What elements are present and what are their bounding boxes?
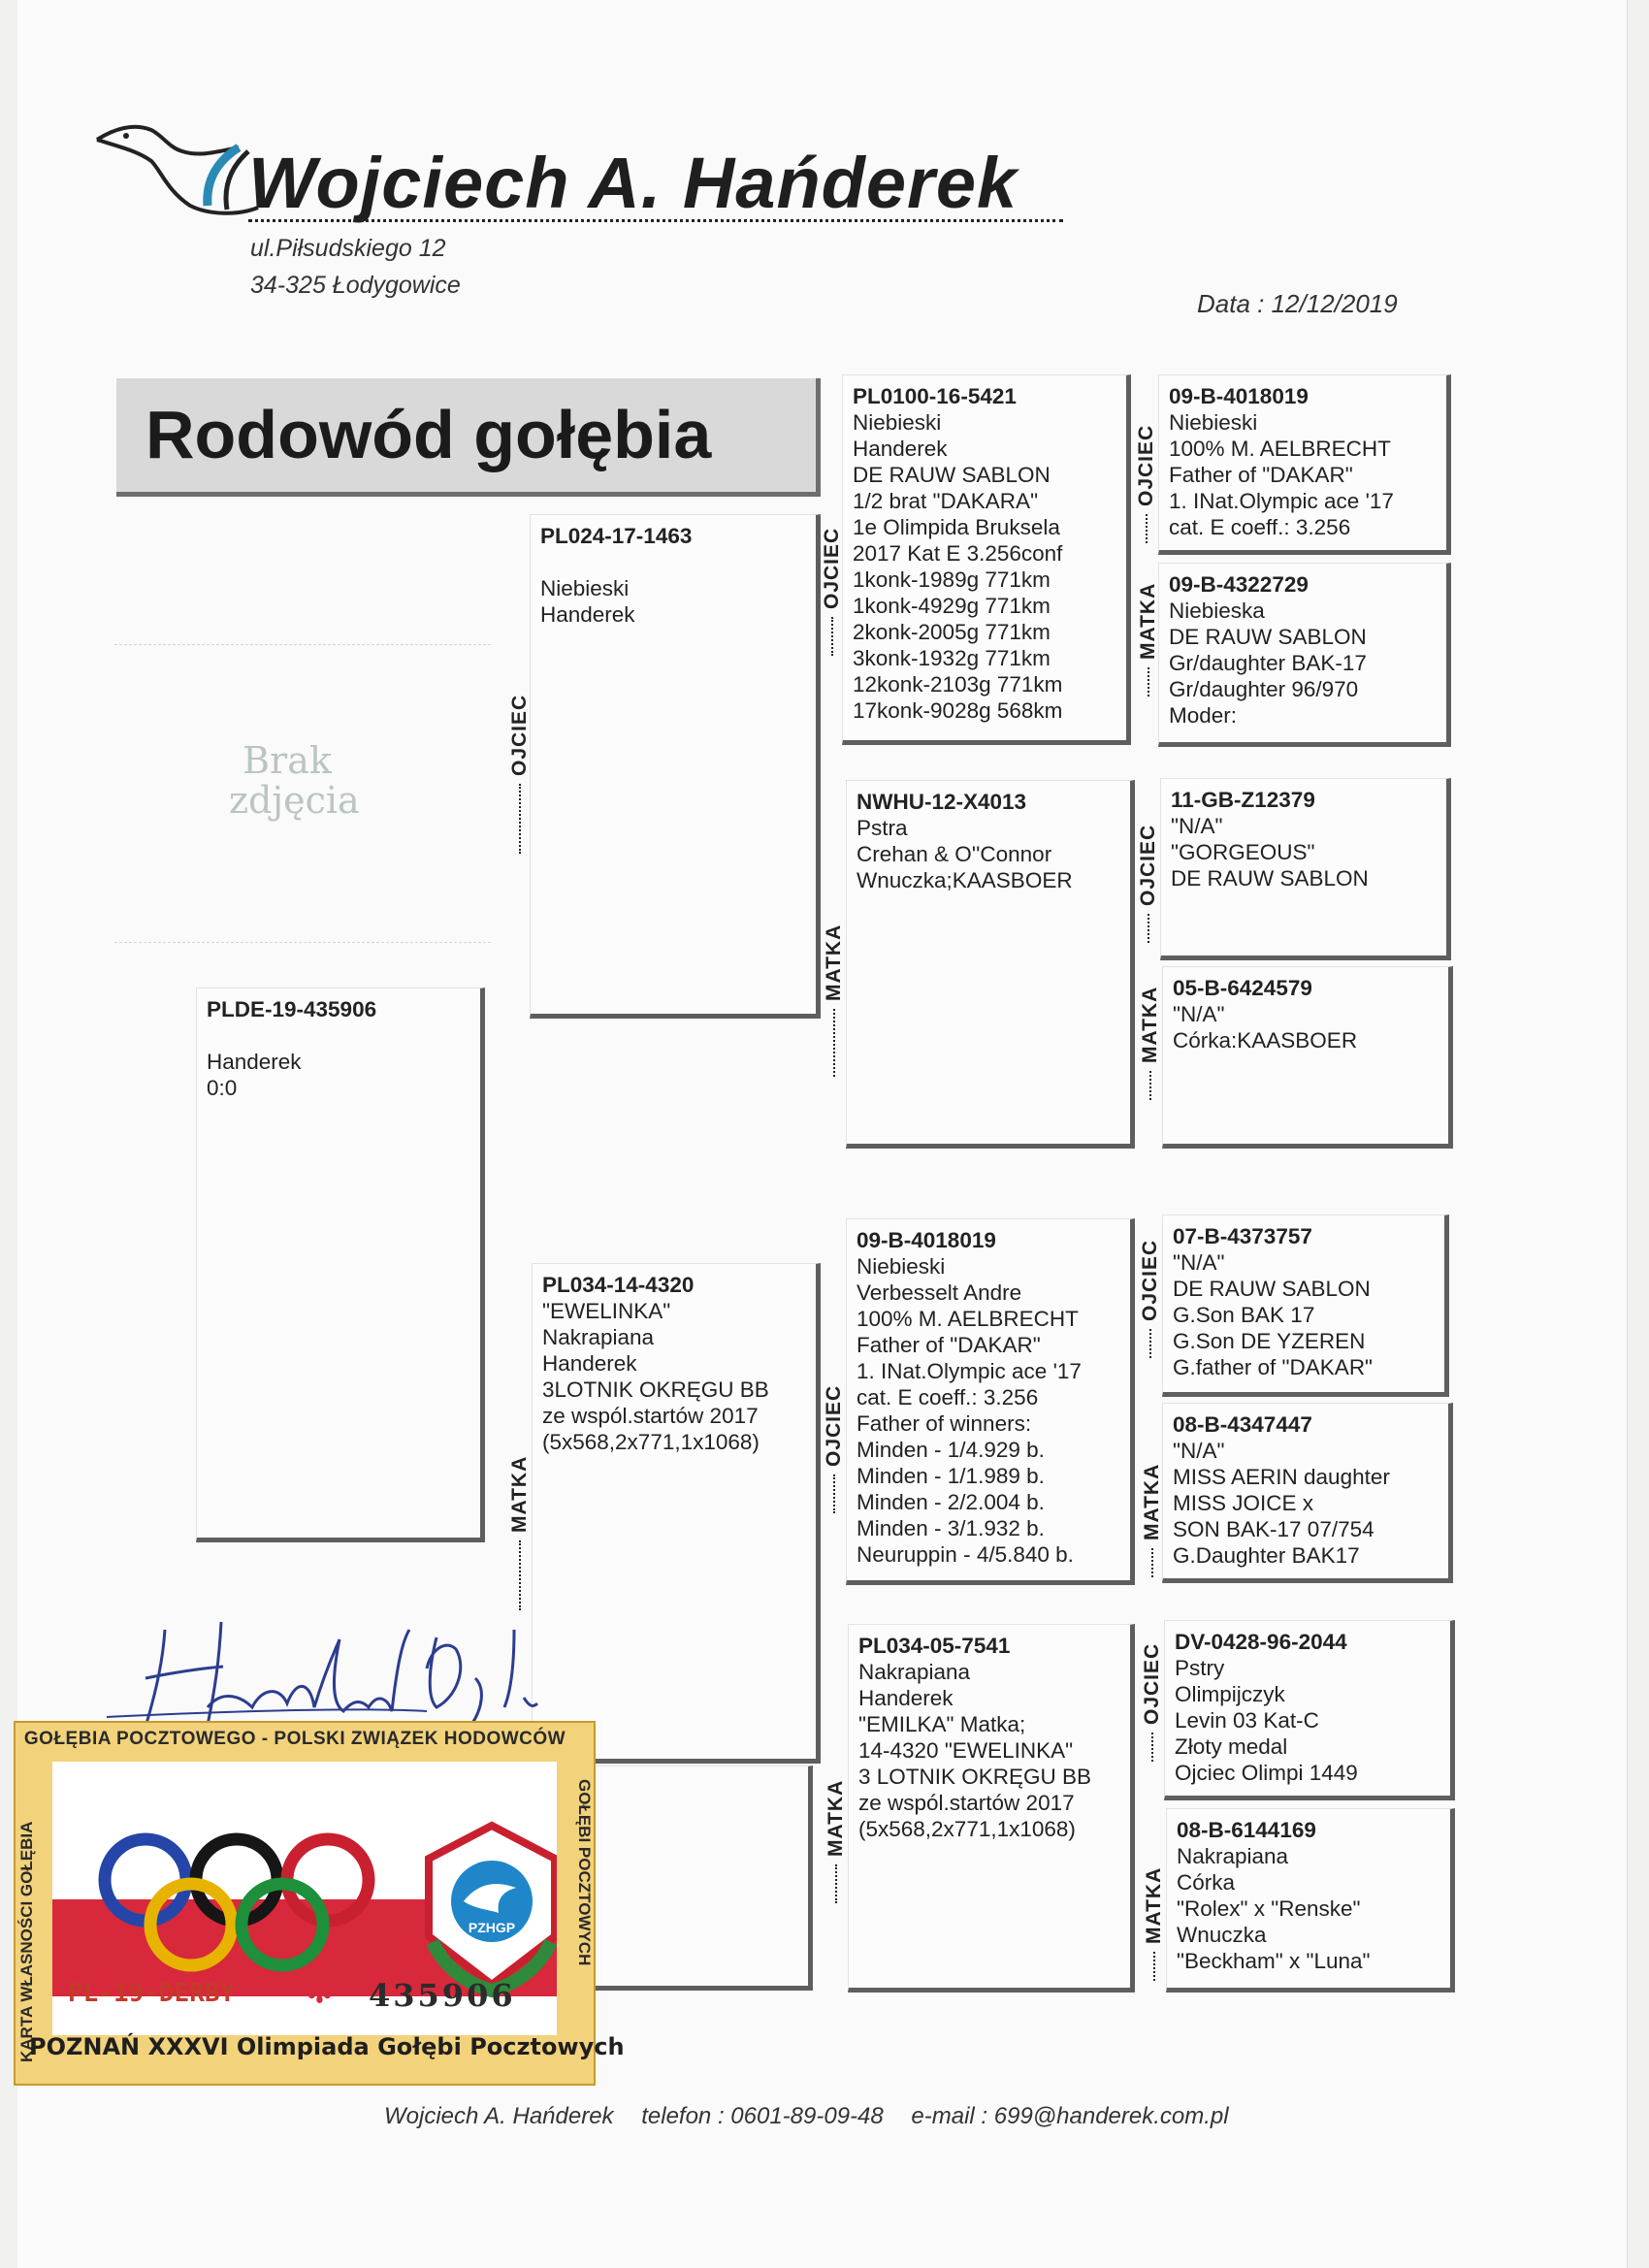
mfm-line: SON BAK-17 07/754 bbox=[1173, 1517, 1374, 1541]
mff-box bbox=[1162, 1215, 1449, 1397]
mmm-ring: 08-B-6144169 bbox=[1177, 1818, 1316, 1842]
label-ffm-mother: MATKA bbox=[1137, 583, 1160, 697]
mfm-line: G.Daughter BAK17 bbox=[1173, 1543, 1360, 1568]
photo-placeholder bbox=[229, 739, 360, 823]
mf-line: 1. INat.Olympic ace '17 bbox=[857, 1359, 1082, 1383]
brand-name: Wojciech A. Hańderek bbox=[248, 143, 1018, 223]
fmf-box bbox=[1160, 778, 1451, 960]
ff-box bbox=[842, 374, 1131, 745]
spacer bbox=[207, 1022, 470, 1049]
label-fmm-mother: MATKA bbox=[1139, 987, 1162, 1100]
mm-line: 3 LOTNIK OKRĘGU BB bbox=[858, 1765, 1092, 1789]
ffm-box bbox=[1158, 563, 1451, 747]
mf-ring: 09-B-4018019 bbox=[857, 1228, 996, 1252]
label-mmf-father: OJCIEC bbox=[1141, 1643, 1164, 1762]
ff-line: 3konk-1932g 771km bbox=[853, 646, 1051, 670]
ff-line: 2konk-2005g 771km bbox=[853, 620, 1051, 644]
mother-box bbox=[532, 1263, 821, 1764]
fff-line: 100% M. AELBRECHT bbox=[1169, 437, 1391, 461]
mmf-box bbox=[1164, 1620, 1455, 1800]
mff-ring: 07-B-4373757 bbox=[1173, 1224, 1312, 1248]
label-fm-mother: MATKA bbox=[823, 924, 846, 1077]
page-title: Rodowód gołębia bbox=[146, 397, 712, 472]
dove-logo-icon bbox=[93, 113, 268, 229]
footer-contact bbox=[384, 2103, 1250, 2130]
address-city: 34-325 Łodygowice bbox=[250, 272, 461, 299]
card-top-text: GOŁĘBIA POCZTOWEGO - POLSKI ZWIĄZEK HODOWCÓW bbox=[23, 1729, 566, 1749]
mmf-line: Ojciec Olimpi 1449 bbox=[1175, 1761, 1358, 1785]
mother-line: Handerek bbox=[542, 1351, 637, 1376]
mf-line: Minden - 3/1.932 b. bbox=[857, 1516, 1045, 1540]
mf-line: Neuruppin - 4/5.840 b. bbox=[857, 1542, 1074, 1567]
fmm-box bbox=[1162, 966, 1453, 1149]
mmm-line: "Rolex" x "Renske" bbox=[1177, 1896, 1361, 1921]
fff-line: Niebieski bbox=[1169, 410, 1258, 435]
fff-ring: 09-B-4018019 bbox=[1169, 384, 1309, 408]
mf-line: Minden - 2/2.004 b. bbox=[857, 1490, 1045, 1514]
label-mf-father: OJCIEC bbox=[823, 1385, 846, 1513]
mf-box bbox=[846, 1218, 1135, 1585]
ff-line: 1konk-4929g 771km bbox=[853, 594, 1051, 618]
footer-email: e-mail : 699@handerek.com.pl bbox=[911, 2103, 1229, 2129]
mfm-line: "N/A" bbox=[1173, 1439, 1225, 1463]
mmm-line: "Beckham" x "Luna" bbox=[1177, 1949, 1371, 1973]
ffm-line: Gr/daughter BAK-17 bbox=[1169, 651, 1367, 675]
mfm-line: MISS JOICE x bbox=[1173, 1491, 1314, 1515]
mm-line: "EMILKA" Matka; bbox=[858, 1712, 1026, 1736]
mother-line: "EWELINKA" bbox=[542, 1299, 671, 1323]
card-bottom-text: POZNAŃ XXXVI Olimpiada Gołębi Pocztowych bbox=[29, 2033, 625, 2060]
mf-line: Verbesselt Andre bbox=[857, 1280, 1022, 1305]
fff-box bbox=[1158, 374, 1451, 555]
label-mm-mother: MATKA bbox=[824, 1780, 848, 1903]
label-mother: MATKA bbox=[508, 1456, 532, 1610]
ff-line: Niebieski bbox=[853, 410, 942, 435]
ffm-ring: 09-B-4322729 bbox=[1169, 572, 1309, 597]
document-date: Data : 12/12/2019 bbox=[1197, 289, 1398, 318]
mm-line: Nakrapiana bbox=[858, 1660, 971, 1684]
fmm-ring: 05-B-6424579 bbox=[1173, 976, 1312, 1000]
snowflake-icon: ✻ bbox=[307, 1974, 333, 2009]
emblem-text: PZHGP bbox=[468, 1920, 516, 1935]
mother-line: 3LOTNIK OKRĘGU BB bbox=[542, 1377, 769, 1402]
fm-ring: NWHU-12-X4013 bbox=[857, 790, 1027, 814]
mfm-box bbox=[1162, 1403, 1453, 1583]
card-right-text: GOŁĘBI POCZTOWYCH bbox=[575, 1779, 594, 1966]
ff-line: 17konk-9028g 568km bbox=[853, 698, 1063, 723]
card-derby-code: PL-19-DERBY bbox=[68, 1979, 236, 2008]
label-father: OJCIEC bbox=[508, 695, 532, 854]
fmf-line: DE RAUW SABLON bbox=[1171, 866, 1369, 891]
mmf-line: Pstry bbox=[1175, 1656, 1225, 1680]
ff-ring: PL0100-16-5421 bbox=[853, 384, 1017, 408]
fm-line: Wnuczka;KAASBOER bbox=[857, 868, 1073, 892]
fm-line: Pstra bbox=[857, 816, 908, 840]
ffm-line: Niebieska bbox=[1169, 599, 1265, 623]
fmf-line: "GORGEOUS" bbox=[1171, 840, 1315, 864]
fmm-line: Córka:KAASBOER bbox=[1173, 1028, 1358, 1053]
fm-line: Crehan & O''Connor bbox=[857, 842, 1052, 866]
ffm-line: Gr/daughter 96/970 bbox=[1169, 677, 1359, 701]
mmf-ring: DV-0428-96-2044 bbox=[1175, 1630, 1347, 1654]
fmm-line: "N/A" bbox=[1173, 1002, 1225, 1026]
father-ring: PL024-17-1463 bbox=[540, 524, 693, 548]
ff-line: 12konk-2103g 771km bbox=[853, 672, 1063, 697]
label-mmm-mother: MATKA bbox=[1143, 1867, 1166, 1981]
ff-line: 1/2 brat "DAKARA" bbox=[853, 489, 1039, 513]
mother-line: ze wspól.startów 2017 bbox=[542, 1404, 759, 1428]
father-line: Niebieski bbox=[540, 576, 630, 600]
mmf-line: Złoty medal bbox=[1175, 1734, 1288, 1759]
mm-line: ze wspól.startów 2017 bbox=[858, 1791, 1075, 1815]
address-street: ul.Piłsudskiego 12 bbox=[250, 235, 446, 262]
fff-line: 1. INat.Olympic ace '17 bbox=[1169, 489, 1394, 513]
footer-name: Wojciech A. Hańderek bbox=[384, 2103, 614, 2129]
mother-ring: PL034-14-4320 bbox=[542, 1273, 695, 1297]
fm-box bbox=[846, 780, 1135, 1149]
ff-line: 2017 Kat E 3.256conf bbox=[853, 541, 1063, 566]
mfm-line: MISS AERIN daughter bbox=[1173, 1465, 1390, 1489]
mm-line: Handerek bbox=[858, 1686, 954, 1710]
card-ring-number: 435906 bbox=[369, 1977, 516, 2014]
mm-line: 14-4320 "EWELINKA" bbox=[858, 1738, 1074, 1763]
father-line: Handerek bbox=[540, 602, 635, 627]
label-ff-father: OJCIEC bbox=[821, 528, 844, 656]
olympic-rings-icon bbox=[91, 1824, 382, 1989]
mf-line: Father of winners: bbox=[857, 1411, 1032, 1436]
mmm-line: Nakrapiana bbox=[1177, 1844, 1289, 1868]
footer-phone: telefon : 0601-89-09-48 bbox=[641, 2103, 884, 2129]
mff-line: DE RAUW SABLON bbox=[1173, 1277, 1371, 1301]
mm-box bbox=[848, 1624, 1135, 1993]
fff-line: Father of "DAKAR" bbox=[1169, 463, 1353, 487]
ownership-card bbox=[14, 1721, 625, 2086]
ff-line: 1e Olimpida Bruksela bbox=[853, 515, 1060, 539]
mmm-box bbox=[1166, 1808, 1455, 1993]
label-fff-father: OJCIEC bbox=[1135, 425, 1158, 543]
subject-box bbox=[196, 988, 485, 1542]
ffm-line: DE RAUW SABLON bbox=[1169, 625, 1367, 649]
mm-line: (5x568,2x771,1x1068) bbox=[858, 1817, 1076, 1841]
subject-line: 0:0 bbox=[207, 1076, 238, 1100]
fmf-ring: 11-GB-Z12379 bbox=[1171, 788, 1315, 812]
subject-line: Handerek bbox=[207, 1050, 302, 1074]
brand-underline bbox=[248, 219, 1063, 222]
ff-line: 1konk-1989g 771km bbox=[853, 567, 1051, 592]
mmf-line: Levin 03 Kat-C bbox=[1175, 1708, 1319, 1733]
ff-line: Handerek bbox=[853, 437, 948, 461]
mfm-ring: 08-B-4347447 bbox=[1173, 1412, 1312, 1437]
mm-ring: PL034-05-7541 bbox=[858, 1634, 1011, 1658]
photo-placeholder-line2: zdjęcia bbox=[229, 779, 360, 823]
mf-line: Father of "DAKAR" bbox=[857, 1333, 1041, 1357]
label-mff-father: OJCIEC bbox=[1139, 1240, 1162, 1358]
mff-line: G.father of "DAKAR" bbox=[1173, 1355, 1374, 1379]
mother-line: (5x568,2x771,1x1068) bbox=[542, 1430, 760, 1454]
label-fmf-father: OJCIEC bbox=[1137, 825, 1160, 943]
mff-line: "N/A" bbox=[1173, 1250, 1225, 1275]
mf-line: 100% M. AELBRECHT bbox=[857, 1307, 1079, 1331]
mf-line: Minden - 1/1.989 b. bbox=[857, 1464, 1045, 1488]
ff-line: DE RAUW SABLON bbox=[853, 463, 1051, 487]
subject-ring: PLDE-19-435906 bbox=[207, 997, 377, 1021]
spacer bbox=[540, 549, 806, 575]
father-box bbox=[530, 514, 821, 1019]
mother-line: Nakrapiana bbox=[542, 1325, 655, 1349]
fff-line: cat. E coeff.: 3.256 bbox=[1169, 515, 1351, 539]
mf-line: Niebieski bbox=[857, 1254, 946, 1279]
mmm-line: Wnuczka bbox=[1177, 1923, 1267, 1947]
mmf-line: Olimpijczyk bbox=[1175, 1682, 1285, 1706]
card-left-text: KARTA WŁASNOŚCI GOŁĘBIA bbox=[17, 1821, 36, 2062]
photo-placeholder-line1: Brak bbox=[242, 739, 332, 782]
mmm-line: Córka bbox=[1177, 1870, 1236, 1895]
ffm-line: Moder: bbox=[1169, 703, 1238, 728]
fmf-line: "N/A" bbox=[1171, 814, 1223, 838]
mf-line: Minden - 1/4.929 b. bbox=[857, 1438, 1045, 1462]
mff-line: G.Son BAK 17 bbox=[1173, 1303, 1315, 1327]
label-mfm-mother: MATKA bbox=[1141, 1464, 1164, 1577]
mf-line: cat. E coeff.: 3.256 bbox=[857, 1385, 1039, 1409]
mff-line: G.Son DE YZEREN bbox=[1173, 1329, 1366, 1353]
